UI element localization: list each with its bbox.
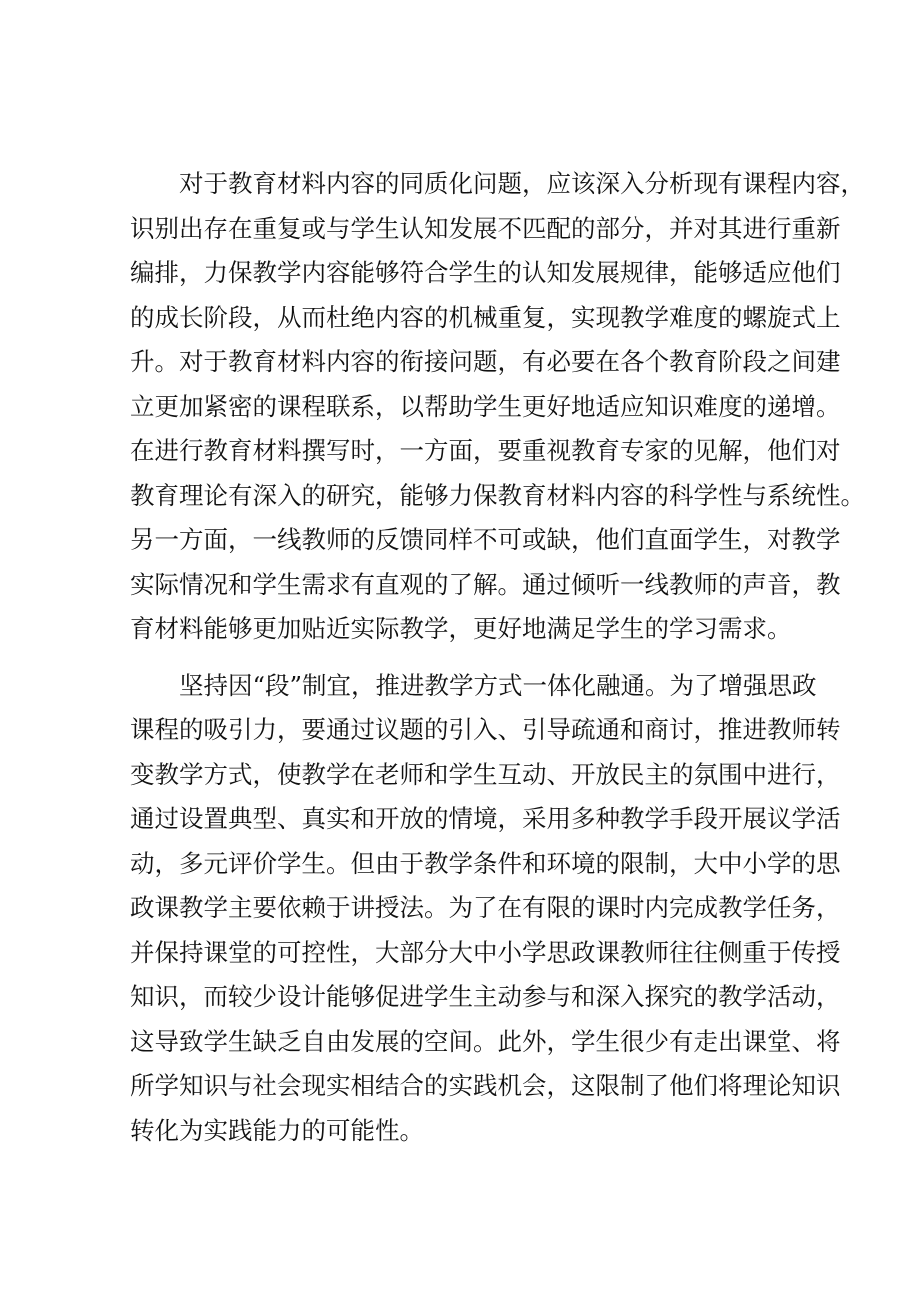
body-text xyxy=(130,162,865,1153)
text-line: 升。对于教育材料内容的衔接问题，有必要在各个教育阶段之间建 xyxy=(130,347,841,376)
text-line: 动，多元评价学生。但由于教学条件和环境的限制，大中小学的思 xyxy=(130,848,841,878)
text-line: 实际情况和学生需求有直观的了解。通过倾听一线教师的声音，教 xyxy=(130,569,841,599)
text-line: 对于教育材料内容的同质化问题，应该深入分析现有课程内容， xyxy=(179,169,865,198)
text-line: 编排，力保教学内容能够符合学生的认知发展规律，能够适应他们 xyxy=(130,258,841,287)
text-line: 另一方面，一线教师的反馈同样不可或缺，他们直面学生，对教学 xyxy=(130,525,841,554)
text-line: 的成长阶段，从而杜绝内容的机械重复，实现教学难度的螺旋式上 xyxy=(130,302,841,332)
text-line: 并保持课堂的可控性，大部分大中小学思政课教师往往侧重于传授 xyxy=(130,937,841,967)
paragraph-2 xyxy=(130,664,841,1154)
text-line: 育材料能够更加贴近实际教学，更好地满足学生的学习需求。 xyxy=(130,614,792,643)
text-line: 通过设置典型、真实和开放的情境，采用多种教学手段开展议学活 xyxy=(130,804,841,833)
text-line: 转化为实践能力的可能性。 xyxy=(130,1115,424,1145)
text-line: 政课教学主要依赖于讲授法。为了在有限的课时内完成教学任务， xyxy=(130,893,841,922)
text-line: 教育理论有深入的研究，能够力保教育材料内容的科学性与系统性。 xyxy=(130,480,865,510)
paragraph-1 xyxy=(130,162,865,652)
text-line: 课程的吸引力，要通过议题的引入、引导疏通和商讨，推进教师转 xyxy=(130,715,841,744)
text-line: 所学知识与社会现实相结合的实践机会，这限制了他们将理论知识 xyxy=(130,1071,841,1100)
text-line: 坚持因“段”制宜，推进教学方式一体化融通。为了增强思政 xyxy=(179,670,817,700)
text-line: 立更加紧密的课程联系，以帮助学生更好地适应知识难度的递增。 xyxy=(130,391,841,421)
paragraph-gap xyxy=(130,652,798,664)
text-line: 在进行教育材料撰写时，一方面，要重视教育专家的见解，他们对 xyxy=(130,436,841,465)
text-line: 变教学方式，使教学在老师和学生互动、开放民主的氛围中进行， xyxy=(130,759,841,789)
text-line: 这导致学生缺乏自由发展的空间。此外，学生很少有走出课堂、将 xyxy=(130,1026,841,1056)
text-line: 知识，而较少设计能够促进学生主动参与和深入探究的教学活动， xyxy=(130,982,841,1011)
text-line: 识别出存在重复或与学生认知发展不匹配的部分，并对其进行重新 xyxy=(130,213,841,243)
